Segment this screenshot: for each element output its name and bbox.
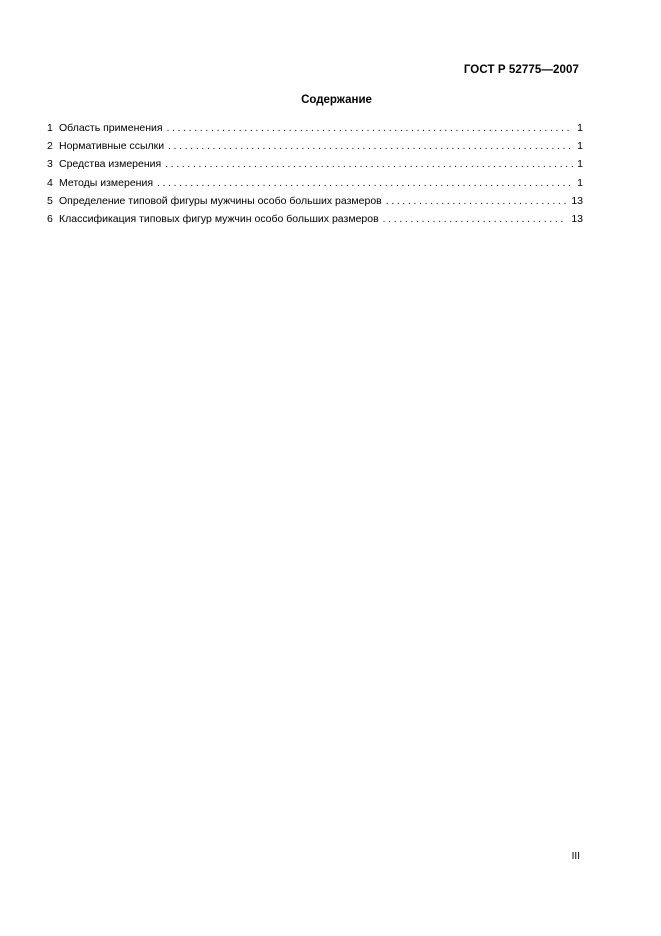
toc-entry-page: 1 [577,176,583,189]
toc-dot-leader [383,211,568,229]
toc-entry-number: 6 [47,212,53,225]
toc-entry[interactable] [47,119,583,137]
toc-entry-page: 1 [577,122,583,134]
toc-entry[interactable] [47,192,583,210]
toc-entry-number: 2 [47,140,53,153]
toc-entry-title: Нормативные ссылки [59,140,165,153]
toc-entry[interactable] [47,174,583,192]
toc-entry-number: 3 [47,158,53,171]
toc-entry-title: Методы измерения [59,176,154,189]
toc-dot-leader [165,156,573,174]
toc-entry-page: 13 [571,212,583,225]
toc-entry-page: 1 [577,158,583,171]
toc-entry[interactable] [47,155,583,173]
page-number: III [571,851,580,862]
toc-dot-leader [386,193,568,211]
toc-entry-number: 5 [47,194,53,207]
toc-entry-title: Классификация типовых фигур мужчин особо больших размеров [59,212,379,225]
toc-dot-leader [157,175,573,193]
toc-entry[interactable] [47,137,583,155]
toc-dot-leader [168,138,573,156]
toc-entry-title: Определение типовой фигуры мужчины особо больших размеров [59,194,382,207]
toc-entry-page: 1 [577,140,583,153]
toc-entry-number: 1 [47,122,53,134]
toc-entry-number: 4 [47,176,53,189]
toc-entry-page: 13 [571,194,583,207]
document-code: ГОСТ Р 52775—2007 [463,64,579,76]
table-of-contents [47,119,583,228]
toc-title: Содержание [301,94,372,106]
toc-entry-title: Средства измерения [59,158,162,171]
toc-entry[interactable] [47,210,583,228]
toc-entry-title: Область применения [59,122,163,134]
toc-dot-leader [167,120,574,138]
